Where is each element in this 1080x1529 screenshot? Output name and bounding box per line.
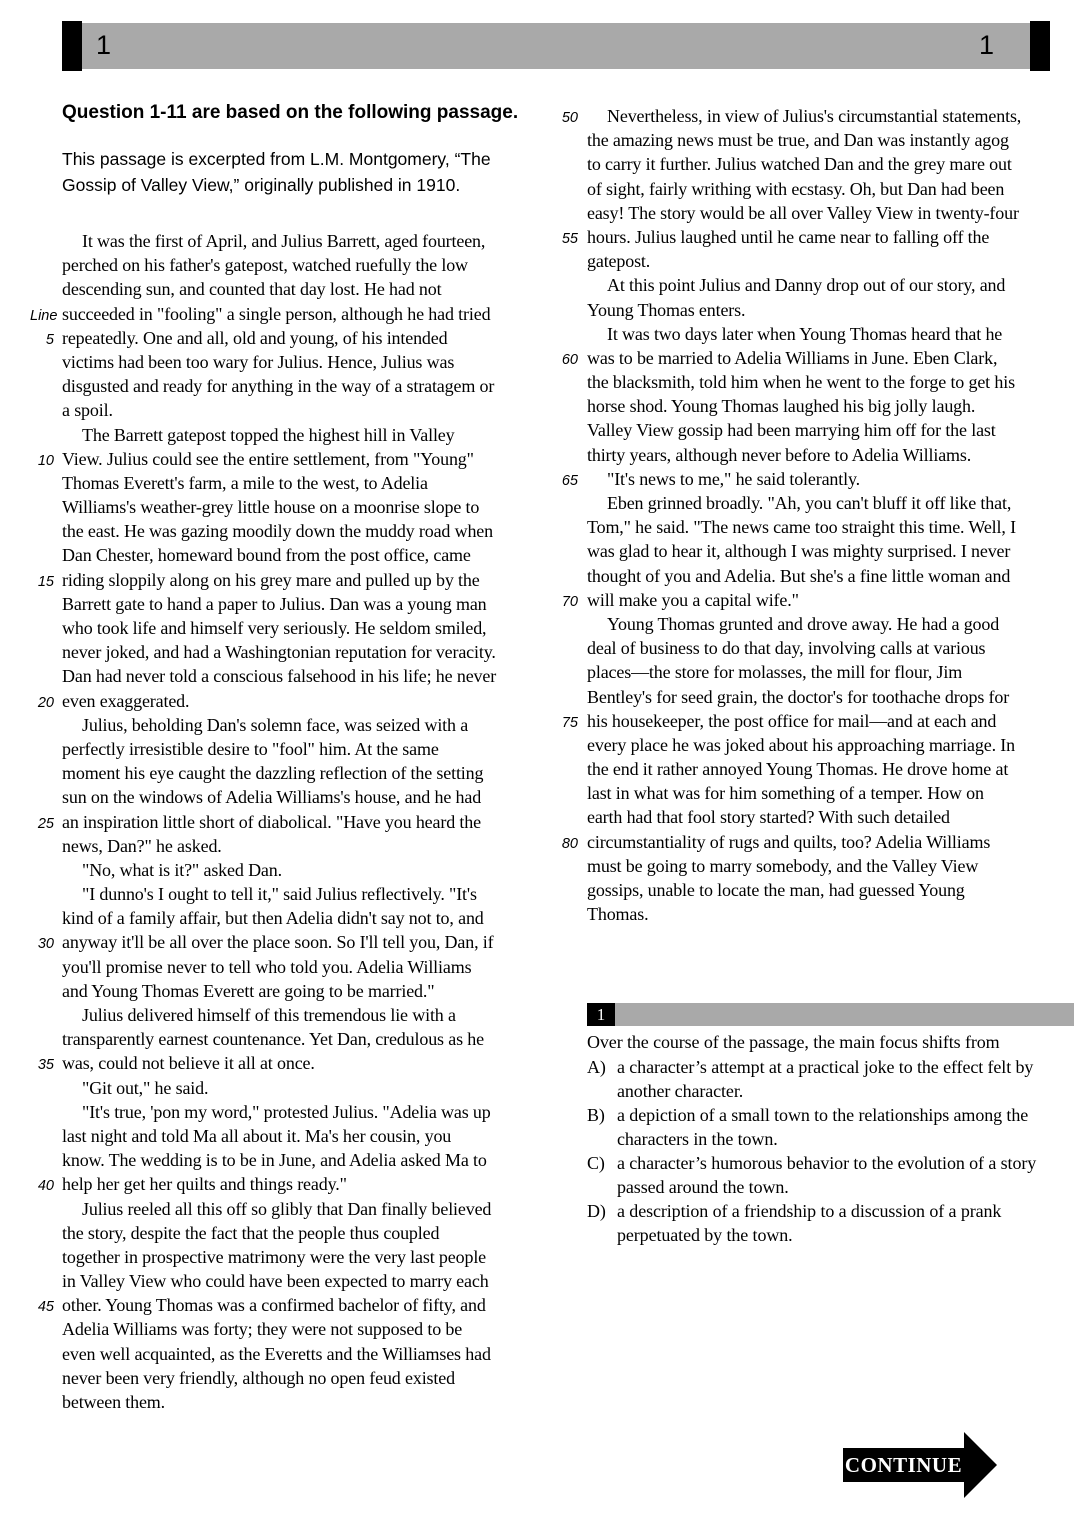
- passage-directions-heading: Question 1-11 are based on the following passage.: [62, 102, 519, 123]
- passage-line-text: help her get her quilts and things ready.": [62, 1174, 347, 1195]
- passage-line-text: you'll promise never to tell who told you. Adelia Williams: [62, 956, 472, 977]
- passage-line: [550, 781, 1080, 805]
- passage-line-text: thought of you and Adelia. But she's a fine little woman and: [587, 565, 1011, 586]
- passage-line: [30, 1197, 575, 1221]
- passage-line: [30, 350, 575, 374]
- passage-line: [550, 636, 1080, 660]
- passage-line-text: kind of a family affair, but then Adelia didn't say not to, and: [62, 908, 484, 929]
- passage-line-text: places—the store for molasses, the mill for flour, Jim: [587, 662, 963, 683]
- answer-choice-a[interactable]: [587, 1055, 1074, 1103]
- passage-line: [550, 733, 1080, 757]
- passage-line-text: "I dunno's I ought to tell it," said Julius reflectively. "It's: [82, 884, 477, 905]
- section-number-right: 1: [978, 30, 994, 60]
- passage-line: [30, 1317, 575, 1341]
- passage-line-text: Nevertheless, in view of Julius's circumstantial statements,: [607, 106, 1022, 126]
- passage-line-text: even well acquainted, as the Everetts and the Williamses had: [62, 1343, 491, 1364]
- passage-line: [550, 467, 1080, 491]
- question-number-bar: [587, 1003, 1074, 1026]
- passage-line-text: Julius, beholding Dan's solemn face, was seized with a: [82, 714, 469, 735]
- passage-line-text: victims had been too wary for Julius. Hence, Julius was: [62, 351, 455, 372]
- passage-line: [550, 346, 1080, 370]
- passage-line: [30, 1390, 575, 1414]
- passage-line: [30, 423, 575, 447]
- passage-line: [30, 785, 575, 809]
- passage-left-lines: [30, 229, 575, 1414]
- choice-text: a description of a friendship to a discussion of a prank perpetuated by the town.: [617, 1201, 1002, 1245]
- passage-line-text: never joked, and had a Washingtonian reputation for veracity.: [62, 642, 496, 663]
- passage-line-text: never been very friendly, although no open feud existed: [62, 1367, 455, 1388]
- passage-line-text: the blacksmith, told him when he went to the forge to get his: [587, 372, 1015, 393]
- passage-line: [550, 878, 1080, 902]
- continue-button[interactable]: [843, 1432, 998, 1498]
- passage-line: [30, 302, 575, 326]
- passage-line-text: Young Thomas grunted and drove away. He had a good: [607, 613, 1000, 634]
- passage-line-text: Eben grinned broadly. "Ah, you can't bluff it off like that,: [607, 493, 1012, 513]
- header-right-black-block: [1030, 21, 1050, 71]
- passage-line: [550, 902, 1080, 926]
- passage-line: [30, 1148, 575, 1172]
- passage-line: [30, 955, 575, 979]
- passage-line-text: to carry it further. Julius watched Dan and the grey mare out: [587, 154, 1012, 175]
- line-number: 45: [37, 1299, 54, 1316]
- passage-line-text: perfectly irresistible desire to "fool" him. At the same: [62, 738, 439, 759]
- passage-line-text: moment his eye caught the dazzling reflection of the setting: [62, 763, 484, 784]
- passage-line: [550, 225, 1080, 249]
- passage-line-text: Adelia Williams was forty; they were not supposed to be: [62, 1319, 463, 1340]
- passage-line: [30, 737, 575, 761]
- passage-line-text: Young Thomas enters.: [587, 299, 746, 320]
- passage-line: [550, 370, 1080, 394]
- passage-line-text: earth had that fool story started? With such detailed: [587, 807, 950, 828]
- passage-line: [30, 979, 575, 1003]
- passage-line-text: the end it rather annoyed Young Thomas. He drove home at: [587, 759, 1009, 780]
- line-number: 15: [37, 573, 54, 590]
- passage-line: [550, 128, 1080, 152]
- passage-line-text: It was the first of April, and Julius Barrett, aged fourteen,: [82, 231, 486, 251]
- passage-line: [30, 1245, 575, 1269]
- passage-line: [30, 930, 575, 954]
- passage-line-text: gossips, unable to locate the man, had guessed Young: [587, 880, 965, 900]
- passage-line: [550, 394, 1080, 418]
- passage-line-text: It was two days later when Young Thomas heard that he: [607, 323, 1003, 344]
- passage-line-text: Tom," he said. "The news came too straight this time. Well, I: [587, 517, 1016, 538]
- passage-line-text: news, Dan?" he asked.: [62, 835, 222, 856]
- passage-line-text: perched on his father's gatepost, watched ruefully the low: [62, 255, 468, 276]
- passage-line: [30, 1221, 575, 1245]
- passage-line-text: Bentley's for seed grain, the doctor's for toothache drops for: [587, 686, 1010, 707]
- passage-line: [550, 249, 1080, 273]
- passage-line-text: even exaggerated.: [62, 690, 190, 711]
- header-left-black-block: [62, 21, 82, 71]
- passage-line: [550, 298, 1080, 322]
- passage-line: [30, 277, 575, 301]
- passage-line-text: succeeded in "fooling" a single person, although he had tried: [62, 303, 491, 324]
- passage-line-text: Dan had never told a conscious falsehood in his life; he never: [62, 666, 497, 687]
- passage-line: [30, 495, 575, 519]
- line-number: 20: [37, 694, 54, 711]
- line-label: Line: [30, 307, 58, 324]
- passage-line: [30, 1366, 575, 1390]
- passage-source-note: This passage is excerpted from L.M. Montgomery, “The Gossip of Valley View,” originally published in 1910.: [62, 149, 491, 195]
- passage-line: [30, 1051, 575, 1075]
- line-number: 35: [37, 1057, 54, 1074]
- passage-line: [550, 709, 1080, 733]
- passage-line-text: repeatedly. One and all, old and young, of his intended: [62, 327, 448, 348]
- passage-line-text: The Barrett gatepost topped the highest hill in Valley: [82, 424, 455, 445]
- passage-line-text: last night and told Ma all about it. Ma's her cousin, you: [62, 1125, 452, 1146]
- choice-letter: D): [587, 1201, 606, 1221]
- line-number: 25: [37, 815, 54, 832]
- passage-line: [30, 1269, 575, 1293]
- line-number: 75: [561, 714, 578, 731]
- continue-button-body[interactable]: [843, 1448, 964, 1482]
- passage-line-text: horse shod. Young Thomas laughed his big jolly laugh.: [587, 396, 976, 417]
- passage-line-text: deal of business to do that day, involving calls at various: [587, 638, 986, 659]
- passage-line: [30, 568, 575, 592]
- passage-line-text: Thomas Everett's farm, a mile to the west, to Adelia: [62, 472, 428, 493]
- passage-line-text: "No, what is it?" asked Dan.: [82, 859, 282, 880]
- passage-line: [30, 1100, 575, 1124]
- passage-line: [30, 616, 575, 640]
- passage-line-text: riding sloppily along on his grey mare and pulled up by the: [62, 569, 480, 590]
- passage-line: [30, 906, 575, 930]
- passage-line-text: View. Julius could see the entire settlement, from "Young": [62, 448, 474, 469]
- choice-text: a depiction of a small town to the relationships among the characters in the town.: [617, 1105, 1029, 1149]
- passage-line: [30, 471, 575, 495]
- passage-line-text: will make you a capital wife.": [587, 589, 799, 610]
- passage-line: [550, 152, 1080, 176]
- passage-line: [30, 1293, 575, 1317]
- choice-text: a character’s attempt at a practical joke to the effect felt by another character.: [617, 1057, 1034, 1101]
- passage-line-text: thirty years, although never before to Adelia Williams.: [587, 444, 972, 465]
- passage-line-text: transparently earnest countenance. Yet Dan, credulous as he: [62, 1029, 484, 1050]
- passage-line: [30, 761, 575, 785]
- passage-line-text: hours. Julius laughed until he came near to falling off the: [587, 226, 990, 247]
- answer-choice-c[interactable]: [587, 1151, 1074, 1199]
- passage-line-text: Valley View gossip had been marrying him off for the last: [587, 420, 996, 441]
- passage-line: [30, 1076, 575, 1100]
- continue-label: CONTINUE: [844, 1452, 963, 1477]
- passage-line: [30, 664, 575, 688]
- passage-line-text: descending sun, and counted that day lost. He had not: [62, 279, 442, 300]
- passage-line-text: anyway it'll be all over the place soon. So I'll tell you, Dan, if: [62, 932, 494, 953]
- passage-line-text: "Git out," he said.: [82, 1077, 209, 1098]
- passage-line: [550, 539, 1080, 563]
- passage-line-text: sun on the windows of Adelia Williams's house, and he had: [62, 787, 482, 808]
- answer-choice-b[interactable]: [587, 1103, 1074, 1151]
- passage-line: [30, 1124, 575, 1148]
- passage-line: [30, 398, 575, 422]
- answer-choices: [587, 1055, 1074, 1247]
- answer-choice-d[interactable]: [587, 1199, 1074, 1247]
- passage-line-text: circumstantiality of rugs and quilts, too? Adelia Williams: [587, 831, 991, 852]
- passage-line: [550, 515, 1080, 539]
- passage-line: [550, 564, 1080, 588]
- passage-line-text: a spoil.: [62, 400, 113, 421]
- passage-line: [550, 273, 1080, 297]
- passage-line-text: last in what was for him something of a temper. How on: [587, 783, 984, 804]
- passage-line: [550, 830, 1080, 854]
- line-number: 70: [561, 593, 578, 610]
- passage-line-text: and Young Thomas Everett are going to be married.": [62, 980, 435, 1001]
- line-number: 40: [37, 1178, 54, 1195]
- passage-line-text: the story, despite the fact that the people thus coupled: [62, 1222, 440, 1243]
- passage-line-text: an inspiration little short of diabolical. "Have you heard the: [62, 811, 481, 832]
- passage-line: [550, 322, 1080, 346]
- passage-line-text: easy! The story would be all over Valley View in twenty-four: [587, 202, 1019, 223]
- passage-line: [30, 689, 575, 713]
- passage-line-text: of sight, fairly writhing with ecstasy. Oh, but Dan had been: [587, 178, 1005, 199]
- passage-line-text: know. The wedding is to be in June, and Adelia asked Ma to: [62, 1150, 487, 1171]
- passage-line: [30, 858, 575, 882]
- passage-line-text: together in prospective matrimony were the very last people: [62, 1246, 487, 1267]
- choice-letter: C): [587, 1153, 605, 1173]
- line-number: 10: [37, 452, 54, 469]
- passage-line: [550, 805, 1080, 829]
- passage-line: [550, 418, 1080, 442]
- passage-line-text: Williams's weather-grey little house on a moonrise slope to: [62, 497, 480, 518]
- page-header-bar: [62, 23, 1050, 69]
- passage-line: [30, 253, 575, 277]
- line-number: 5: [45, 331, 54, 348]
- passage-line-text: "It's news to me," he said tolerantly.: [607, 468, 861, 489]
- passage-line: [550, 612, 1080, 636]
- line-number: 30: [37, 936, 54, 953]
- passage-line-text: Julius delivered himself of this tremendous lie with a: [82, 1005, 456, 1025]
- passage-line-text: every place he was joked about his approaching marriage. In: [587, 734, 1015, 755]
- passage-line: [550, 757, 1080, 781]
- passage-line: [30, 810, 575, 834]
- passage-line-text: his housekeeper, the post office for mail—and at each and: [587, 710, 997, 731]
- passage-line: [550, 491, 1080, 515]
- passage-line-text: gatepost.: [587, 251, 651, 272]
- choice-letter: A): [587, 1057, 606, 1077]
- passage-line-text: Dan Chester, homeward bound from the post office, came: [62, 545, 471, 566]
- passage-line-text: other. Young Thomas was a confirmed bachelor of fifty, and: [62, 1295, 486, 1316]
- passage-line: [550, 685, 1080, 709]
- passage-line-text: disgusted and ready for anything in the way of a stratagem or: [62, 376, 495, 397]
- passage-line: [550, 201, 1080, 225]
- line-number: 50: [561, 110, 578, 126]
- line-number: 65: [561, 472, 578, 489]
- passage-line-text: was to be married to Adelia Williams in June. Eben Clark,: [587, 347, 998, 368]
- passage-line: [30, 713, 575, 737]
- passage-line: [30, 447, 575, 471]
- question-number: 1: [587, 1003, 615, 1026]
- passage-line-text: Thomas.: [587, 904, 649, 925]
- passage-line: [30, 834, 575, 858]
- passage-line-text: was glad to hear it, although I was mighty surprised. I never: [587, 541, 1011, 562]
- passage-line: [30, 374, 575, 398]
- passage-line: [30, 592, 575, 616]
- passage-line: [30, 1027, 575, 1051]
- passage-line-text: who took life and himself very seriously. He seldom smiled,: [62, 618, 487, 638]
- passage-line-text: the amazing news must be true, and Dan was instantly agog: [587, 130, 1009, 151]
- passage-line: [30, 543, 575, 567]
- passage-line: [30, 326, 575, 350]
- passage-line-text: "It's true, 'pon my word," protested Julius. "Adelia was up: [82, 1101, 491, 1122]
- line-number: 60: [561, 351, 578, 368]
- passage-line-text: the east. He was gazing moodily down the muddy road when: [62, 521, 494, 542]
- passage-line-text: between them.: [62, 1392, 166, 1412]
- passage-line-text: At this point Julius and Danny drop out of our story, and: [607, 275, 1006, 296]
- passage-line-text: must be going to marry somebody, and the Valley View: [587, 855, 979, 876]
- passage-line: [550, 443, 1080, 467]
- line-number: 80: [561, 835, 578, 852]
- section-number-left: 1: [96, 30, 112, 60]
- passage-line: [30, 1342, 575, 1366]
- passage-line: [550, 588, 1080, 612]
- passage-line: [550, 854, 1080, 878]
- passage-line: [550, 177, 1080, 201]
- passage-line-text: Julius reeled all this off so glibly that Dan finally believed: [82, 1198, 492, 1219]
- question-stem: Over the course of the passage, the main focus shifts from: [587, 1032, 1000, 1052]
- passage-line: [550, 660, 1080, 684]
- passage-line: [550, 104, 1080, 128]
- passage-line-text: Barrett gate to hand a paper to Julius. Dan was a young man: [62, 593, 487, 614]
- passage-line-text: was, could not believe it all at once.: [62, 1053, 315, 1074]
- continue-arrow-icon: [964, 1432, 997, 1498]
- choice-letter: B): [587, 1105, 605, 1125]
- line-number: 55: [561, 230, 578, 247]
- passage-line: [30, 1003, 575, 1027]
- passage-line: [30, 519, 575, 543]
- choice-text: a character’s humorous behavior to the evolution of a story passed around the town.: [617, 1153, 1037, 1197]
- passage-line: [30, 229, 575, 253]
- passage-right-lines: [550, 104, 1080, 926]
- passage-line: [30, 882, 575, 906]
- passage-line: [30, 1172, 575, 1196]
- passage-line-text: in Valley View who could have been expected to marry each: [62, 1271, 489, 1292]
- passage-line: [30, 640, 575, 664]
